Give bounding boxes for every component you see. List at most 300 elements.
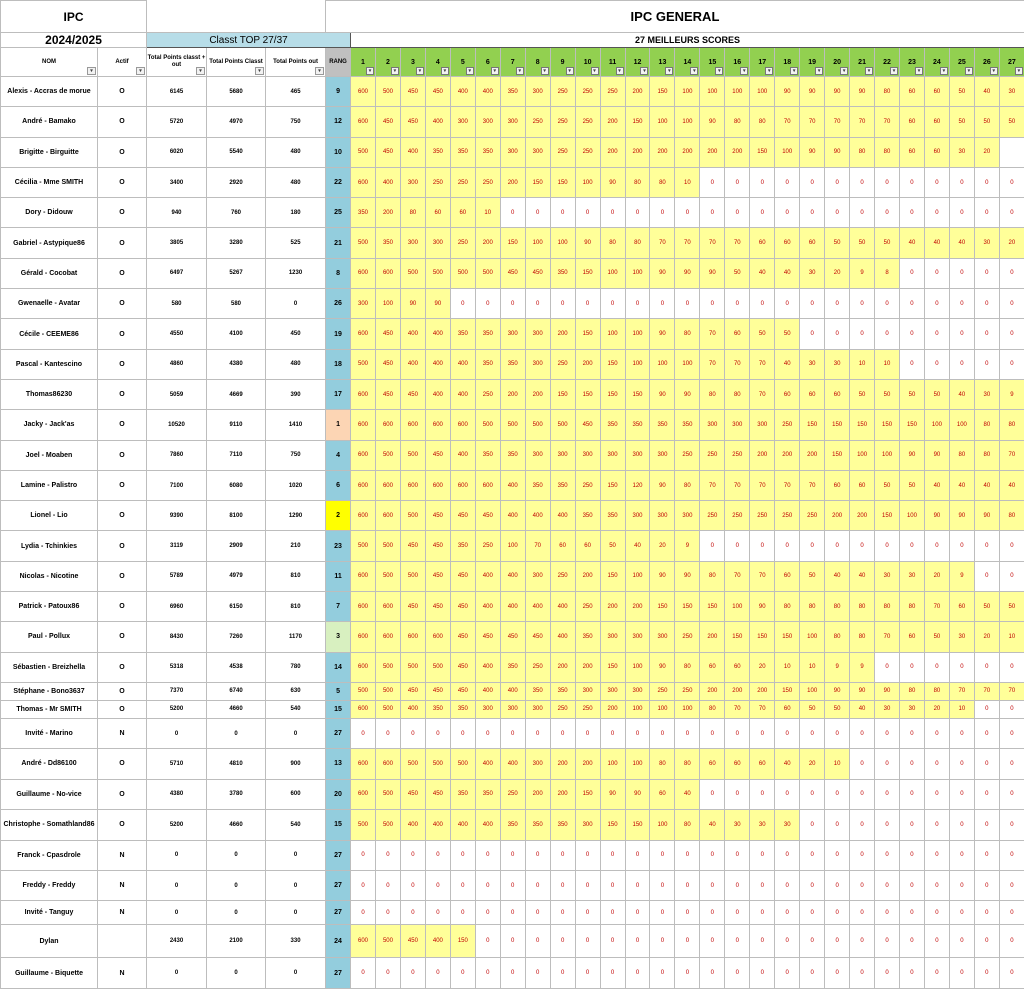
col-header-score-1[interactable] bbox=[351, 48, 376, 77]
score-cell: 0 bbox=[999, 871, 1024, 901]
col-label: Total Points classt + out bbox=[147, 55, 206, 68]
score-cell: 300 bbox=[600, 622, 625, 652]
player-name: Invité - Tanguy bbox=[1, 901, 98, 925]
table-row bbox=[1, 901, 1024, 925]
score-cell: 100 bbox=[625, 349, 650, 379]
col-header-score-27[interactable] bbox=[999, 48, 1024, 77]
score-cell: 150 bbox=[625, 379, 650, 409]
total-out-cell: 750 bbox=[266, 440, 326, 470]
col-header-score-2[interactable] bbox=[375, 48, 400, 77]
score-cell: 250 bbox=[675, 682, 700, 700]
score-cell: 0 bbox=[900, 258, 925, 288]
score-cell: 100 bbox=[575, 167, 600, 197]
score-cell: 350 bbox=[351, 198, 376, 228]
col-header-score-9[interactable] bbox=[550, 48, 575, 77]
total-classt-cell: 6080 bbox=[207, 470, 266, 500]
score-cell: 200 bbox=[550, 749, 575, 779]
total-classt-out-cell: 0 bbox=[147, 718, 207, 748]
score-cell: 0 bbox=[949, 840, 974, 870]
col-header-score-14[interactable] bbox=[675, 48, 700, 77]
filter-dropdown-icon[interactable]: ▾ bbox=[715, 67, 723, 75]
filter-dropdown-icon[interactable]: ▾ bbox=[915, 67, 923, 75]
score-cell: 0 bbox=[750, 198, 775, 228]
score-cell: 100 bbox=[725, 592, 750, 622]
score-cell: 80 bbox=[775, 592, 800, 622]
score-cell: 200 bbox=[700, 622, 725, 652]
score-cell: 400 bbox=[400, 319, 425, 349]
score-cell: 50 bbox=[999, 592, 1024, 622]
col-label: 6 bbox=[485, 58, 490, 66]
col-header-score-24[interactable] bbox=[924, 48, 949, 77]
score-cell: 150 bbox=[825, 440, 850, 470]
score-cell: 0 bbox=[900, 652, 925, 682]
score-cell: 0 bbox=[775, 925, 800, 958]
score-cell: 300 bbox=[525, 440, 550, 470]
score-cell: 100 bbox=[625, 258, 650, 288]
score-cell: 350 bbox=[475, 779, 500, 809]
filter-dropdown-icon[interactable]: ▾ bbox=[87, 67, 96, 75]
filter-dropdown-icon[interactable]: ▾ bbox=[965, 67, 973, 75]
score-cell: 0 bbox=[875, 198, 900, 228]
score-cell: 450 bbox=[500, 622, 525, 652]
total-classt-out-cell: 8430 bbox=[147, 622, 207, 652]
score-cell: 90 bbox=[900, 440, 925, 470]
score-cell: 450 bbox=[425, 77, 450, 107]
score-cell: 0 bbox=[351, 958, 376, 988]
col-header-score-8[interactable] bbox=[525, 48, 550, 77]
score-cell: 450 bbox=[400, 682, 425, 700]
score-cell: 80 bbox=[700, 700, 725, 718]
col-header-total-classt-out[interactable] bbox=[147, 48, 207, 77]
score-cell: 0 bbox=[575, 840, 600, 870]
filter-dropdown-icon[interactable]: ▾ bbox=[840, 67, 848, 75]
col-header-score-10[interactable] bbox=[575, 48, 600, 77]
score-cell: 500 bbox=[400, 652, 425, 682]
score-cell: 90 bbox=[650, 470, 675, 500]
score-cell: 0 bbox=[825, 718, 850, 748]
score-cell: 0 bbox=[924, 718, 949, 748]
score-cell: 450 bbox=[400, 77, 425, 107]
score-cell: 60 bbox=[800, 228, 825, 258]
col-header-score-16[interactable] bbox=[725, 48, 750, 77]
table-row bbox=[1, 167, 1024, 197]
score-cell: 30 bbox=[800, 349, 825, 379]
score-cell: 80 bbox=[675, 749, 700, 779]
score-cell: 0 bbox=[900, 958, 925, 988]
filter-dropdown-icon[interactable]: ▾ bbox=[366, 67, 374, 75]
score-cell: 60 bbox=[900, 137, 925, 167]
total-classt-out-cell: 3805 bbox=[147, 228, 207, 258]
score-cell: 70 bbox=[725, 349, 750, 379]
score-cell: 90 bbox=[650, 652, 675, 682]
score-cell: 450 bbox=[425, 501, 450, 531]
total-classt-cell: 9110 bbox=[207, 410, 266, 440]
player-name: Cécile - CEEME86 bbox=[1, 319, 98, 349]
score-cell: 0 bbox=[949, 531, 974, 561]
filter-dropdown-icon[interactable]: ▾ bbox=[441, 67, 449, 75]
score-cell: 300 bbox=[575, 682, 600, 700]
score-cell: 70 bbox=[999, 682, 1024, 700]
score-cell: 600 bbox=[375, 470, 400, 500]
filter-dropdown-icon[interactable]: ▾ bbox=[740, 67, 748, 75]
col-header-score-21[interactable] bbox=[850, 48, 875, 77]
total-classt-cell: 3780 bbox=[207, 779, 266, 809]
total-out-cell: 1170 bbox=[266, 622, 326, 652]
score-cell: 450 bbox=[475, 622, 500, 652]
score-cell: 0 bbox=[450, 901, 475, 925]
score-cell: 600 bbox=[351, 107, 376, 137]
score-cell: 300 bbox=[525, 77, 550, 107]
player-name: Franck - Cpasdrole bbox=[1, 840, 98, 870]
score-cell: 400 bbox=[450, 349, 475, 379]
score-cell: 400 bbox=[425, 349, 450, 379]
actif-cell: O bbox=[98, 319, 147, 349]
score-cell: 90 bbox=[800, 137, 825, 167]
score-cell: 10 bbox=[850, 349, 875, 379]
score-cell: 20 bbox=[974, 137, 999, 167]
score-cell: 0 bbox=[875, 871, 900, 901]
score-cell: 300 bbox=[400, 228, 425, 258]
filter-dropdown-icon[interactable]: ▾ bbox=[690, 67, 698, 75]
col-header-total-classt[interactable] bbox=[207, 48, 266, 77]
score-cell: 90 bbox=[675, 258, 700, 288]
score-cell: 80 bbox=[999, 410, 1024, 440]
filter-dropdown-icon[interactable]: ▾ bbox=[990, 67, 998, 75]
score-cell: 20 bbox=[750, 652, 775, 682]
total-out-cell: 540 bbox=[266, 700, 326, 718]
score-cell: 0 bbox=[650, 901, 675, 925]
score-cell: 0 bbox=[500, 901, 525, 925]
score-cell: 50 bbox=[999, 107, 1024, 137]
score-cell: 70 bbox=[725, 470, 750, 500]
actif-cell: O bbox=[98, 137, 147, 167]
score-cell: 0 bbox=[700, 198, 725, 228]
score-cell: 250 bbox=[700, 501, 725, 531]
score-cell: 200 bbox=[825, 501, 850, 531]
score-cell: 90 bbox=[700, 258, 725, 288]
score-cell: 40 bbox=[949, 379, 974, 409]
score-cell: 300 bbox=[475, 700, 500, 718]
score-cell: 0 bbox=[900, 901, 925, 925]
score-cell: 300 bbox=[650, 501, 675, 531]
score-cell: 0 bbox=[700, 901, 725, 925]
score-cell: 0 bbox=[924, 652, 949, 682]
score-cell: 0 bbox=[800, 531, 825, 561]
col-header-rang[interactable] bbox=[326, 48, 351, 77]
score-cell: 600 bbox=[400, 410, 425, 440]
score-cell: 60 bbox=[775, 228, 800, 258]
score-cell: 0 bbox=[924, 289, 949, 319]
player-name: Nicolas - Nicotine bbox=[1, 561, 98, 591]
score-cell: 90 bbox=[575, 228, 600, 258]
score-cell: 0 bbox=[949, 779, 974, 809]
score-cell: 300 bbox=[625, 622, 650, 652]
table-row bbox=[1, 718, 1024, 748]
col-header-score-3[interactable] bbox=[400, 48, 425, 77]
classt-top-label: Classt TOP 27/37 bbox=[147, 33, 351, 48]
score-cell: 600 bbox=[450, 470, 475, 500]
filter-dropdown-icon[interactable]: ▾ bbox=[765, 67, 773, 75]
score-cell: 150 bbox=[600, 652, 625, 682]
score-cell: 200 bbox=[550, 779, 575, 809]
col-header-score-25[interactable] bbox=[949, 48, 974, 77]
score-cell: 0 bbox=[875, 840, 900, 870]
player-name: Invité - Marino bbox=[1, 718, 98, 748]
score-cell: 100 bbox=[700, 77, 725, 107]
score-cell: 70 bbox=[725, 700, 750, 718]
total-out-cell: 810 bbox=[266, 561, 326, 591]
filter-dropdown-icon[interactable]: ▾ bbox=[815, 67, 823, 75]
score-cell: 600 bbox=[351, 749, 376, 779]
score-cell: 0 bbox=[900, 925, 925, 958]
col-header-score-4[interactable] bbox=[425, 48, 450, 77]
score-cell: 70 bbox=[924, 592, 949, 622]
score-cell: 0 bbox=[900, 167, 925, 197]
score-cell: 0 bbox=[450, 871, 475, 901]
score-cell: 0 bbox=[900, 871, 925, 901]
table-row bbox=[1, 198, 1024, 228]
score-cell: 200 bbox=[600, 137, 625, 167]
score-cell: 100 bbox=[550, 228, 575, 258]
score-cell: 0 bbox=[999, 531, 1024, 561]
filter-dropdown-icon[interactable]: ▾ bbox=[391, 67, 399, 75]
score-cell: 0 bbox=[875, 809, 900, 840]
score-cell: 200 bbox=[550, 319, 575, 349]
score-cell: 0 bbox=[750, 289, 775, 319]
score-cell: 50 bbox=[750, 319, 775, 349]
score-cell: 600 bbox=[425, 622, 450, 652]
score-cell: 9 bbox=[850, 652, 875, 682]
col-header-score-13[interactable] bbox=[650, 48, 675, 77]
score-cell: 0 bbox=[999, 700, 1024, 718]
score-cell: 100 bbox=[800, 682, 825, 700]
score-cell: 400 bbox=[500, 682, 525, 700]
score-cell: 0 bbox=[800, 289, 825, 319]
col-header-actif[interactable] bbox=[98, 48, 147, 77]
score-cell: 40 bbox=[700, 809, 725, 840]
table-row bbox=[1, 137, 1024, 167]
score-cell: 600 bbox=[375, 258, 400, 288]
score-cell: 50 bbox=[949, 107, 974, 137]
filter-dropdown-icon[interactable]: ▾ bbox=[196, 67, 205, 75]
score-cell: 80 bbox=[650, 749, 675, 779]
col-header-score-12[interactable] bbox=[625, 48, 650, 77]
score-cell: 0 bbox=[999, 349, 1024, 379]
total-classt-cell: 8100 bbox=[207, 501, 266, 531]
score-cell: 50 bbox=[949, 77, 974, 107]
score-cell: 400 bbox=[500, 470, 525, 500]
score-cell: 600 bbox=[351, 700, 376, 718]
filter-dropdown-icon[interactable]: ▾ bbox=[541, 67, 549, 75]
col-header-score-19[interactable] bbox=[800, 48, 825, 77]
table-row bbox=[1, 958, 1024, 988]
score-cell: 70 bbox=[700, 349, 725, 379]
col-label: 2 bbox=[386, 58, 390, 66]
score-cell: 70 bbox=[750, 561, 775, 591]
total-out-cell: 330 bbox=[266, 925, 326, 958]
score-cell: 100 bbox=[600, 319, 625, 349]
filter-dropdown-icon[interactable]: ▾ bbox=[616, 67, 624, 75]
col-header-score-20[interactable] bbox=[825, 48, 850, 77]
score-cell: 0 bbox=[675, 718, 700, 748]
col-header-score-15[interactable] bbox=[700, 48, 725, 77]
filter-dropdown-icon[interactable]: ▾ bbox=[466, 67, 474, 75]
score-cell: 400 bbox=[500, 749, 525, 779]
rank-cell: 26 bbox=[326, 289, 351, 319]
table-row bbox=[1, 779, 1024, 809]
col-header-score-22[interactable] bbox=[875, 48, 900, 77]
score-cell: 0 bbox=[525, 901, 550, 925]
filter-dropdown-icon[interactable]: ▾ bbox=[640, 67, 648, 75]
score-cell: 150 bbox=[775, 682, 800, 700]
score-cell: 300 bbox=[400, 167, 425, 197]
score-cell: 600 bbox=[351, 319, 376, 349]
score-cell: 450 bbox=[400, 107, 425, 137]
score-cell: 0 bbox=[500, 840, 525, 870]
score-cell: 0 bbox=[525, 958, 550, 988]
score-cell: 0 bbox=[900, 349, 925, 379]
score-cell: 80 bbox=[675, 470, 700, 500]
filter-dropdown-icon[interactable]: ▾ bbox=[491, 67, 499, 75]
score-cell: 90 bbox=[600, 779, 625, 809]
score-cell: 450 bbox=[500, 258, 525, 288]
actif-cell: O bbox=[98, 410, 147, 440]
score-cell: 80 bbox=[924, 682, 949, 700]
filter-dropdown-icon[interactable]: ▾ bbox=[255, 67, 264, 75]
score-cell: 100 bbox=[675, 349, 700, 379]
score-cell: 0 bbox=[850, 198, 875, 228]
total-classt-out-cell: 4550 bbox=[147, 319, 207, 349]
filter-dropdown-icon[interactable]: ▾ bbox=[416, 67, 424, 75]
score-cell: 350 bbox=[500, 440, 525, 470]
score-cell: 400 bbox=[475, 682, 500, 700]
col-header-score-18[interactable] bbox=[775, 48, 800, 77]
col-header-score-7[interactable] bbox=[500, 48, 525, 77]
col-header-score-6[interactable] bbox=[475, 48, 500, 77]
score-cell: 60 bbox=[924, 107, 949, 137]
score-cell: 500 bbox=[375, 700, 400, 718]
col-header-score-17[interactable] bbox=[750, 48, 775, 77]
score-cell: 50 bbox=[900, 470, 925, 500]
rank-cell: 1 bbox=[326, 410, 351, 440]
score-cell: 20 bbox=[974, 622, 999, 652]
score-cell: 0 bbox=[999, 198, 1024, 228]
score-cell: 0 bbox=[425, 901, 450, 925]
score-cell: 450 bbox=[375, 137, 400, 167]
score-cell: 30 bbox=[974, 379, 999, 409]
score-cell: 450 bbox=[475, 501, 500, 531]
total-classt-cell: 0 bbox=[207, 901, 266, 925]
filter-dropdown-icon[interactable]: ▾ bbox=[516, 67, 524, 75]
score-cell: 0 bbox=[850, 167, 875, 197]
score-cell: 0 bbox=[775, 779, 800, 809]
filter-dropdown-icon[interactable]: ▾ bbox=[566, 67, 574, 75]
score-cell: 500 bbox=[351, 682, 376, 700]
filter-dropdown-icon[interactable]: ▾ bbox=[1015, 67, 1023, 75]
col-header-score-23[interactable] bbox=[900, 48, 925, 77]
col-header-score-11[interactable] bbox=[600, 48, 625, 77]
total-out-cell: 390 bbox=[266, 379, 326, 409]
score-cell: 0 bbox=[600, 718, 625, 748]
score-cell: 80 bbox=[700, 379, 725, 409]
score-cell: 500 bbox=[400, 501, 425, 531]
score-cell: 0 bbox=[900, 809, 925, 840]
score-cell: 0 bbox=[575, 871, 600, 901]
filter-dropdown-icon[interactable]: ▾ bbox=[865, 67, 873, 75]
score-cell: 0 bbox=[650, 718, 675, 748]
score-cell: 0 bbox=[625, 925, 650, 958]
filter-dropdown-icon[interactable]: ▾ bbox=[940, 67, 948, 75]
score-cell: 0 bbox=[800, 198, 825, 228]
score-cell: 200 bbox=[500, 379, 525, 409]
rank-cell: 15 bbox=[326, 700, 351, 718]
score-cell: 500 bbox=[375, 77, 400, 107]
score-cell: 40 bbox=[949, 470, 974, 500]
score-cell: 0 bbox=[650, 871, 675, 901]
player-name: André - Bamako bbox=[1, 107, 98, 137]
filter-dropdown-icon[interactable]: ▾ bbox=[136, 67, 145, 75]
score-cell: 400 bbox=[500, 501, 525, 531]
filter-dropdown-icon[interactable]: ▾ bbox=[591, 67, 599, 75]
player-name: Guillaume - Biquette bbox=[1, 958, 98, 988]
total-classt-cell: 7110 bbox=[207, 440, 266, 470]
score-cell: 200 bbox=[600, 700, 625, 718]
score-cell: 450 bbox=[375, 319, 400, 349]
score-cell: 250 bbox=[525, 107, 550, 137]
score-cell: 0 bbox=[550, 871, 575, 901]
filter-dropdown-icon[interactable]: ▾ bbox=[790, 67, 798, 75]
score-cell: 600 bbox=[351, 470, 376, 500]
score-cell: 400 bbox=[450, 379, 475, 409]
col-header-score-26[interactable] bbox=[974, 48, 999, 77]
score-cell: 100 bbox=[924, 410, 949, 440]
col-header-nom[interactable] bbox=[1, 48, 98, 77]
score-cell: 500 bbox=[400, 561, 425, 591]
score-cell: 150 bbox=[575, 779, 600, 809]
score-cell: 0 bbox=[974, 289, 999, 319]
score-cell: 0 bbox=[700, 531, 725, 561]
score-cell: 0 bbox=[999, 718, 1024, 748]
score-cell: 600 bbox=[351, 622, 376, 652]
score-cell: 60 bbox=[900, 622, 925, 652]
filter-dropdown-icon[interactable]: ▾ bbox=[890, 67, 898, 75]
score-cell: 90 bbox=[650, 258, 675, 288]
score-cell: 350 bbox=[525, 470, 550, 500]
score-cell: 0 bbox=[500, 718, 525, 748]
total-classt-out-cell: 5318 bbox=[147, 652, 207, 682]
total-classt-out-cell: 3119 bbox=[147, 531, 207, 561]
score-cell: 500 bbox=[400, 440, 425, 470]
score-cell: 0 bbox=[800, 871, 825, 901]
score-cell: 0 bbox=[825, 925, 850, 958]
col-header-score-5[interactable] bbox=[450, 48, 475, 77]
col-header-total-out[interactable] bbox=[266, 48, 326, 77]
score-cell: 70 bbox=[700, 228, 725, 258]
filter-dropdown-icon[interactable]: ▾ bbox=[315, 67, 324, 75]
score-cell: 0 bbox=[949, 958, 974, 988]
player-name: Pascal - Kantescino bbox=[1, 349, 98, 379]
title-row bbox=[1, 1, 1024, 33]
score-cell: 600 bbox=[351, 77, 376, 107]
score-cell: 90 bbox=[949, 501, 974, 531]
score-cell: 10 bbox=[775, 652, 800, 682]
score-cell: 150 bbox=[600, 349, 625, 379]
score-cell: 100 bbox=[625, 749, 650, 779]
score-cell: 80 bbox=[650, 167, 675, 197]
total-out-cell: 0 bbox=[266, 289, 326, 319]
filter-dropdown-icon[interactable]: ▾ bbox=[665, 67, 673, 75]
table-row bbox=[1, 652, 1024, 682]
